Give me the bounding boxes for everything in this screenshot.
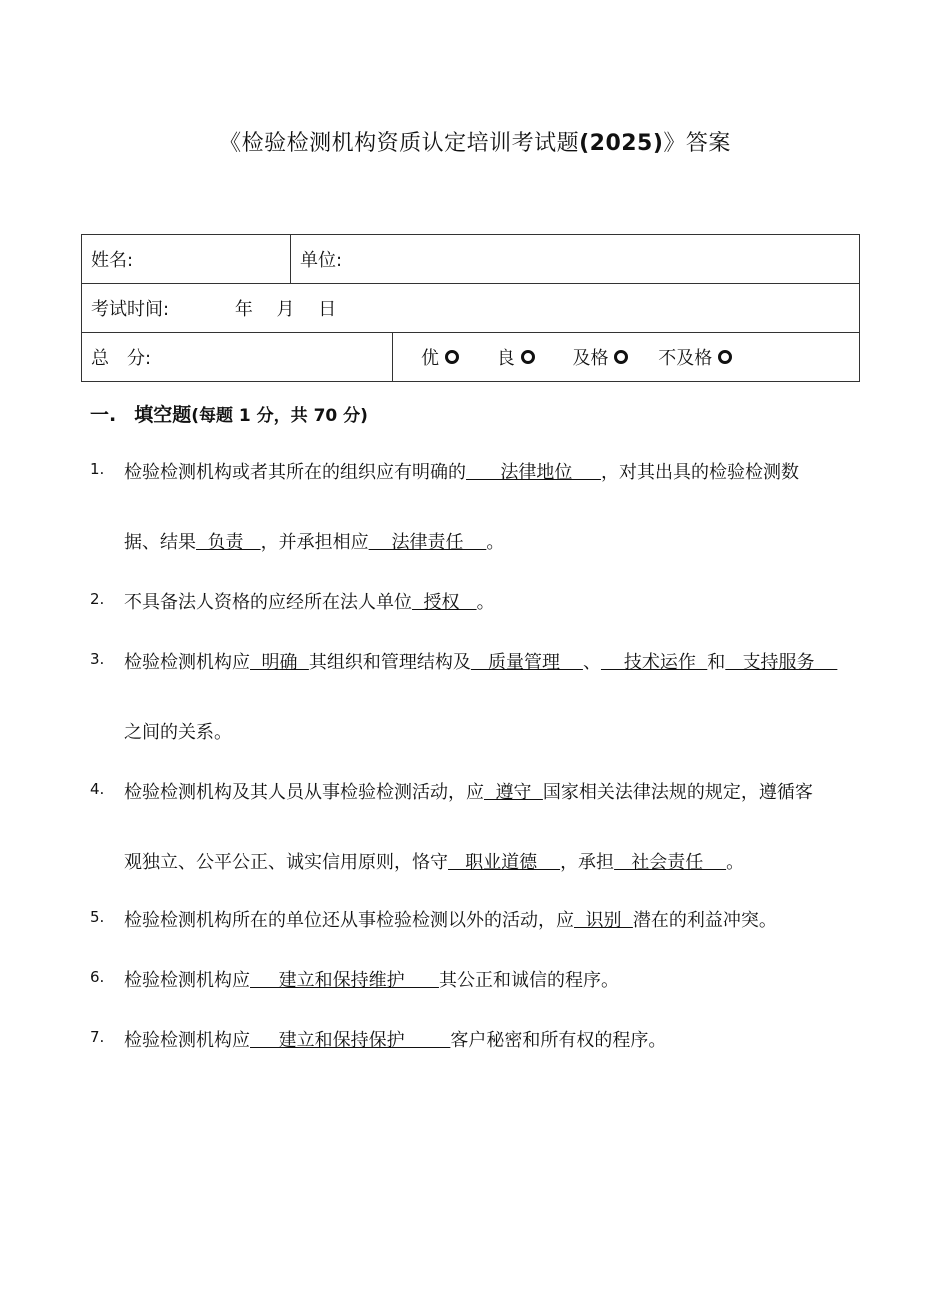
name-label: 姓名: (91, 250, 134, 271)
radio-icon[interactable] (614, 350, 628, 364)
question-text-segment: 其公正和诚信的程序。 (438, 970, 619, 991)
question-number: 2. (90, 590, 105, 608)
question-text-segment: 检验检测机构及其人员从事检验检测活动，应 (124, 782, 484, 803)
radio-icon[interactable] (521, 350, 535, 364)
grade-fail-label: 不及格 (658, 348, 713, 369)
question-text-segment: 检验检测机构或者其所在的组织应有明确的 (124, 462, 466, 483)
question-text-segment: 据、结果 (124, 532, 196, 553)
question-text (124, 906, 777, 932)
question-number: 5. (90, 908, 105, 926)
score-cell (82, 333, 393, 382)
title-year: (2025) (579, 131, 664, 156)
answer-blank: 负责 (196, 532, 261, 553)
grade-good-label: 良 (496, 348, 515, 369)
grade-good[interactable] (497, 344, 535, 370)
question-text (124, 458, 799, 484)
question-text-segment: ，并承担相应 (260, 532, 369, 553)
question-text-segment: 客户秘密和所有权的程序。 (450, 1030, 667, 1051)
answer-blank: 识别 (574, 910, 633, 931)
name-cell (82, 235, 291, 284)
question-text-segment: 其组织和管理结构及 (308, 652, 471, 673)
question-text-segment: 潜在的利益冲突。 (632, 910, 777, 931)
question-text (124, 1026, 666, 1052)
question-text-segment: ，承担 (560, 852, 615, 873)
grade-fail[interactable] (658, 344, 732, 370)
unit-cell (291, 235, 860, 284)
exam-info-table (81, 234, 860, 382)
question-number: 6. (90, 968, 105, 986)
question-text-segment: 、 (582, 652, 601, 673)
question-text (124, 588, 495, 614)
question-number: 1. (90, 460, 105, 478)
radio-icon[interactable] (445, 350, 459, 364)
radio-icon[interactable] (718, 350, 732, 364)
unit-label: 单位: (300, 250, 343, 271)
score-label: 总 分: (91, 348, 152, 369)
info-row-name-unit (82, 235, 860, 284)
question-text (124, 848, 744, 874)
exam-time-cell (82, 284, 860, 333)
question-text-segment: 观独立、公平公正、诚实信用原则，恪守 (124, 852, 448, 873)
question-text (124, 648, 837, 674)
question-text (124, 778, 813, 804)
answer-blank: 建立和保持保护 (250, 1030, 451, 1051)
question-text-segment: 检验检测机构应 (124, 652, 250, 673)
grade-pass[interactable] (572, 344, 628, 370)
question-text-segment: 。 (486, 532, 505, 553)
question-number: 3. (90, 650, 105, 668)
question-text-segment: 不具备法人资格的应经所在法人单位 (124, 592, 412, 613)
question-text-segment: 检验检测机构应 (124, 970, 250, 991)
answer-blank: 法律地位 (466, 462, 601, 483)
question-text (124, 528, 504, 554)
answer-blank: 明确 (250, 652, 309, 673)
answer-blank: 质量管理 (470, 652, 583, 673)
question-text-segment: 。 (726, 852, 745, 873)
question-text-segment: 国家相关法律法规的规定，遵循客 (542, 782, 813, 803)
answer-blank: 建立和保持维护 (250, 970, 439, 991)
answer-blank: 支持服务 (725, 652, 838, 673)
answer-blank: 法律责任 (368, 532, 487, 553)
exam-time-label: 考试时间: (91, 299, 170, 320)
question-text (124, 966, 619, 992)
grade-excellent[interactable] (421, 344, 459, 370)
title-main: 《检验检测机构资质认定培训考试题 (219, 131, 580, 156)
answer-blank: 遵守 (484, 782, 543, 803)
grade-excellent-label: 优 (421, 348, 439, 369)
question-text-segment: 和 (707, 652, 726, 673)
title-tail: 》答案 (663, 131, 731, 156)
question-text-segment: 之间的关系。 (124, 722, 232, 743)
section-score: (每题 1 分，共 70 分) (191, 406, 368, 426)
section-number: 一. (90, 404, 117, 426)
question-text-segment: 检验检测机构应 (124, 1030, 250, 1051)
info-row-exam-time (82, 284, 860, 333)
day-label: 日 (318, 299, 337, 320)
question-text-segment: 。 (476, 592, 495, 613)
answer-blank: 职业道德 (448, 852, 561, 873)
section-title: 填空题 (134, 404, 192, 426)
question-number: 7. (90, 1028, 105, 1046)
grade-cell (393, 333, 860, 382)
month-label: 月 (276, 299, 295, 320)
answer-blank: 授权 (412, 592, 477, 613)
question-text-segment: ，对其出具的检验检测数 (600, 462, 799, 483)
question-text (124, 718, 232, 744)
year-label: 年 (234, 299, 253, 320)
grade-pass-label: 及格 (572, 348, 609, 369)
info-row-score (82, 333, 860, 382)
answer-blank: 社会责任 (614, 852, 727, 873)
question-number: 4. (90, 780, 105, 798)
question-text-segment: 检验检测机构所在的单位还从事检验检测以外的活动，应 (124, 910, 574, 931)
page-title (0, 126, 950, 157)
answer-blank: 技术运作 (600, 652, 708, 673)
section-heading (90, 400, 368, 427)
